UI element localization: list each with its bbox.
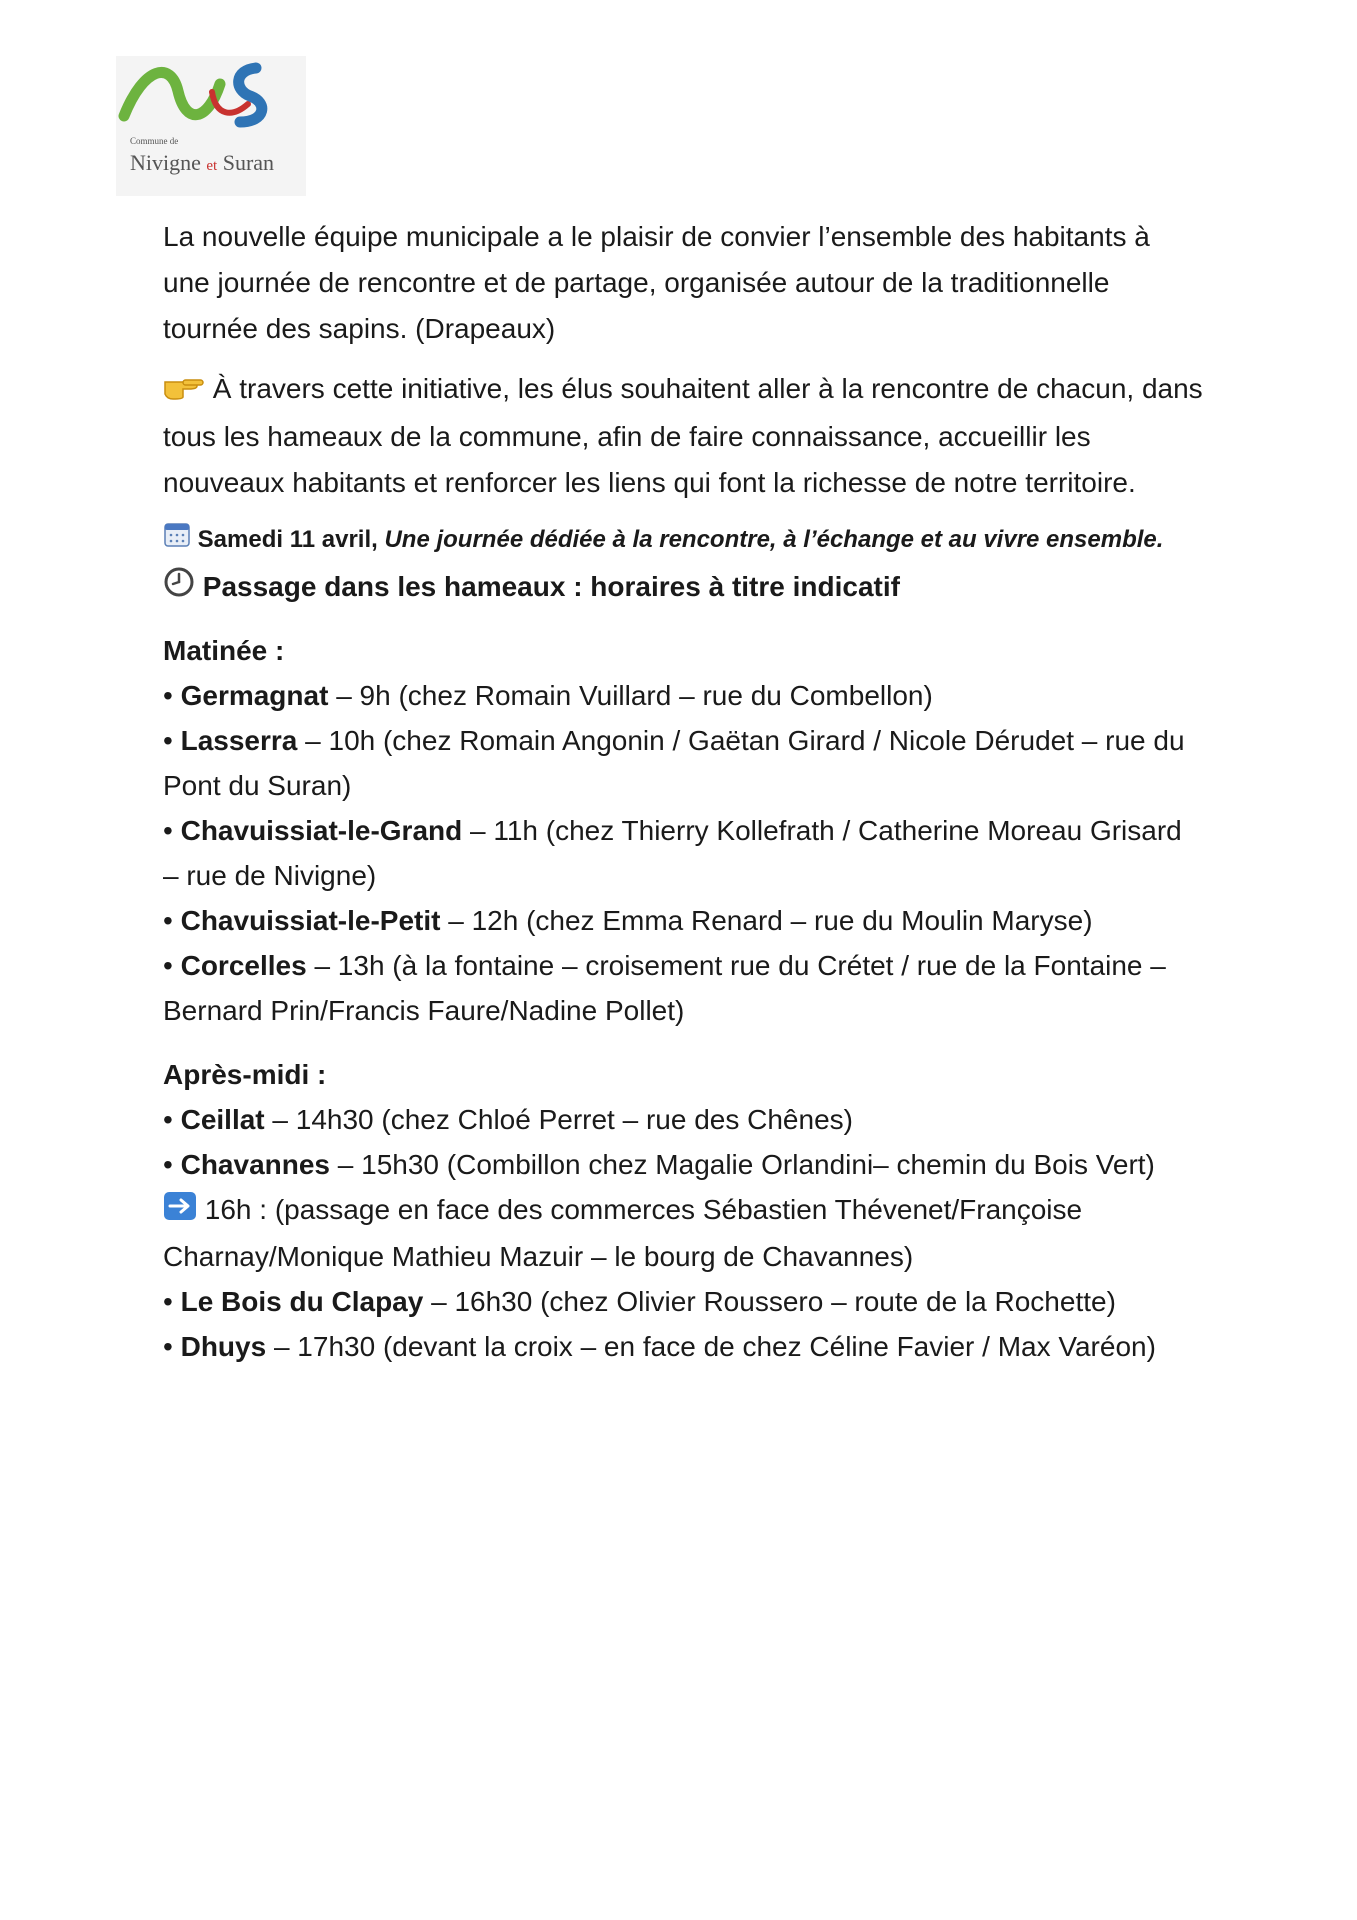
place-detail: – 13h (à la fontaine – croisement rue du Crétet / rue de la Fontaine – Bernard Prin/Francis Faure/Nadine Pollet) bbox=[163, 949, 1166, 1026]
place-detail: – 9h (chez Romain Vuillard – rue du Combellon) bbox=[328, 679, 933, 711]
place-detail: – 11h (chez Thierry Kollefrath / Catherine Moreau Grisard – rue de Nivigne) bbox=[163, 814, 1182, 891]
logo-name-part2: Suran bbox=[222, 150, 275, 175]
date-line bbox=[163, 520, 1203, 561]
morning-title: Matinée : bbox=[163, 634, 285, 666]
list-item: • Corcelles – 13h (à la fontaine – croisement rue du Crétet / rue de la Fontaine – Bernard Prin/Francis Faure/Nadine Pollet) bbox=[163, 949, 1166, 1026]
initiative-text: À travers cette initiative, les élus souhaitent aller à la rencontre de chacun, dans tous les hameaux de la commune, afin de faire connaissance, accueillir les nouveaux habitants et renforcer les liens qui font la richesse de notre territoire. bbox=[163, 373, 1203, 498]
list-item: • Dhuys – 17h30 (devant la croix – en face de chez Céline Favier / Max Varéon) bbox=[163, 1330, 1156, 1362]
right-arrow-icon bbox=[163, 1189, 197, 1234]
list-item: • Lasserra – 10h (chez Romain Angonin / Gaëtan Girard / Nicole Dérudet – rue du Pont du Suran) bbox=[163, 724, 1185, 801]
place-detail: – 17h30 (devant la croix – en face de chez Céline Favier / Max Varéon) bbox=[266, 1330, 1156, 1362]
arrow-item bbox=[163, 1187, 1203, 1279]
place-name: Le Bois du Clapay bbox=[180, 1285, 424, 1317]
list-item: • Le Bois du Clapay – 16h30 (chez Olivier Roussero – route de la Rochette) bbox=[163, 1285, 1116, 1317]
logo-name bbox=[130, 150, 274, 176]
commune-logo bbox=[116, 56, 306, 196]
logo-small-text: Commune de bbox=[130, 136, 179, 146]
date-day: Samedi 11 avril, bbox=[197, 525, 378, 553]
list-item: • Germagnat – 9h (chez Romain Vuillard – rue du Combellon) bbox=[163, 679, 933, 711]
passage-title-text: Passage dans les hameaux : horaires à titre indicatif bbox=[202, 570, 900, 602]
logo-name-part1: Nivigne bbox=[130, 150, 201, 175]
place-name: Germagnat bbox=[180, 679, 329, 711]
place-detail: – 14h30 (chez Chloé Perret – rue des Chênes) bbox=[264, 1103, 853, 1135]
place-name: Chavannes bbox=[180, 1148, 330, 1180]
place-name: Chavuissiat-le-Petit bbox=[180, 904, 441, 936]
list-item: • Chavannes – 15h30 (Combillon chez Magalie Orlandini– chemin du Bois Vert) bbox=[163, 1148, 1155, 1180]
place-detail: – 10h (chez Romain Angonin / Gaëtan Girard / Nicole Dérudet – rue du Pont du Suran) bbox=[163, 724, 1185, 801]
arrow-item-text: 16h : (passage en face des commerces Sébastien Thévenet/Françoise Charnay/Monique Mathieu Mazuir – le bourg de Chavannes) bbox=[163, 1193, 1083, 1272]
logo-name-et: et bbox=[206, 158, 218, 174]
place-name: Corcelles bbox=[180, 949, 307, 981]
list-item: • Chavuissiat-le-Petit – 12h (chez Emma Renard – rue du Moulin Maryse) bbox=[163, 904, 1093, 936]
place-detail: – 15h30 (Combillon chez Magalie Orlandini– chemin du Bois Vert) bbox=[330, 1148, 1155, 1180]
afternoon-title: Après-midi : bbox=[163, 1058, 327, 1090]
clock-icon bbox=[163, 566, 195, 611]
logo-emblem-icon bbox=[116, 56, 306, 136]
document-body bbox=[163, 214, 1203, 1369]
calendar-icon bbox=[163, 520, 191, 561]
place-detail: – 12h (chez Emma Renard – rue du Moulin Maryse) bbox=[440, 904, 1093, 936]
place-name: Ceillat bbox=[180, 1103, 265, 1135]
passage-title bbox=[163, 565, 1203, 611]
place-name: Chavuissiat-le-Grand bbox=[180, 814, 463, 846]
list-item: • Ceillat – 14h30 (chez Chloé Perret – rue des Chênes) bbox=[163, 1103, 853, 1135]
place-name: Dhuys bbox=[180, 1330, 267, 1362]
list-item: • Chavuissiat-le-Grand – 11h (chez Thierry Kollefrath / Catherine Moreau Grisard – rue de Nivigne) bbox=[163, 814, 1182, 891]
intro-paragraph: La nouvelle équipe municipale a le plaisir de convier l’ensemble des habitants à une journée de rencontre et de partage, organisée autour de la traditionnelle tournée des sapins. (Drapeaux) bbox=[163, 221, 1150, 344]
place-detail: – 16h30 (chez Olivier Roussero – route de la Rochette) bbox=[423, 1285, 1116, 1317]
date-description: Une journée dédiée à la rencontre, à l’échange et au vivre ensemble. bbox=[384, 525, 1164, 553]
pointing-hand-icon bbox=[163, 368, 205, 414]
place-name: Lasserra bbox=[180, 724, 298, 756]
initiative-paragraph bbox=[163, 366, 1203, 506]
